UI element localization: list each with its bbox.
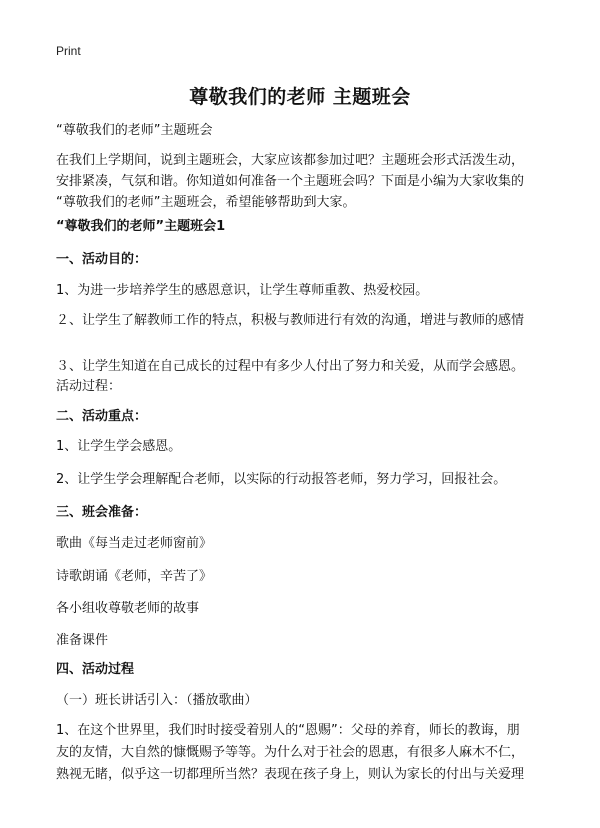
intro-line-3: “尊敬我们的老师”主题班会，希望能够帮助到大家。 — [56, 195, 356, 210]
process-line-3: 熟视无睹，似乎这一切都理所当然？表现在孩子身上，则认为家长的付出与关爱理 — [56, 767, 525, 782]
heading-focus: 二、活动重点： — [56, 409, 148, 424]
document-title: 尊敬我们的老师 主题班会 — [189, 86, 411, 108]
intro-line-2: 安排紧凑，气氛和谐。你知道如何准备一个主题班会吗？下面是小编为大家收集的 — [56, 174, 525, 189]
heading-purpose: 一、活动目的： — [56, 252, 148, 267]
process-line-1: 1、在这个世界里，我们时时接受着别人的“恩赐”：父母的养育，师长的教诲，朋 — [56, 723, 520, 738]
prep-item-2: 诗歌朗诵《老师，辛苦了》 — [56, 569, 213, 584]
prep-item-1: 歌曲《每当走过老师窗前》 — [56, 536, 213, 551]
heading-process: 四、活动过程 — [56, 662, 135, 677]
goal-item-3: ３、让学生知道在自己成长的过程中有多少人付出了努力和关爱，从而学会感恩。 — [56, 359, 525, 374]
prep-item-4: 准备课件 — [56, 633, 109, 648]
intro-line-1: 在我们上学期间，说到主题班会，大家应该都参加过吧？主题班会形式活泼生动， — [56, 153, 525, 168]
section-title: “尊敬我们的老师”主题班会1 — [56, 219, 226, 234]
goal-item-3-cont: 活动过程： — [56, 379, 122, 394]
process-line-2: 友的友情，大自然的慷慨赐予等等。为什么对于社会的恩惠，有很多人麻木不仁， — [56, 745, 525, 760]
document-subtitle: “尊敬我们的老师”主题班会 — [56, 123, 213, 138]
prep-item-3: 各小组收尊敬老师的故事 — [56, 601, 200, 616]
focus-item-2: 2、让学生学会理解配合老师，以实际的行动报答老师，努力学习，回报社会。 — [56, 472, 507, 487]
heading-preparation: 三、班会准备： — [56, 505, 148, 520]
focus-item-1: 1、让学生学会感恩。 — [56, 439, 182, 454]
process-subheading: （一）班长讲话引入：（播放歌曲） — [56, 693, 258, 708]
goal-item-1: 1、为进一步培养学生的感恩意识，让学生尊师重教、热爱校园。 — [56, 283, 429, 298]
print-label[interactable]: Print — [56, 44, 81, 58]
goal-item-2: ２、让学生了解教师工作的特点，积极与教师进行有效的沟通，增进与教师的感情 — [56, 313, 525, 328]
